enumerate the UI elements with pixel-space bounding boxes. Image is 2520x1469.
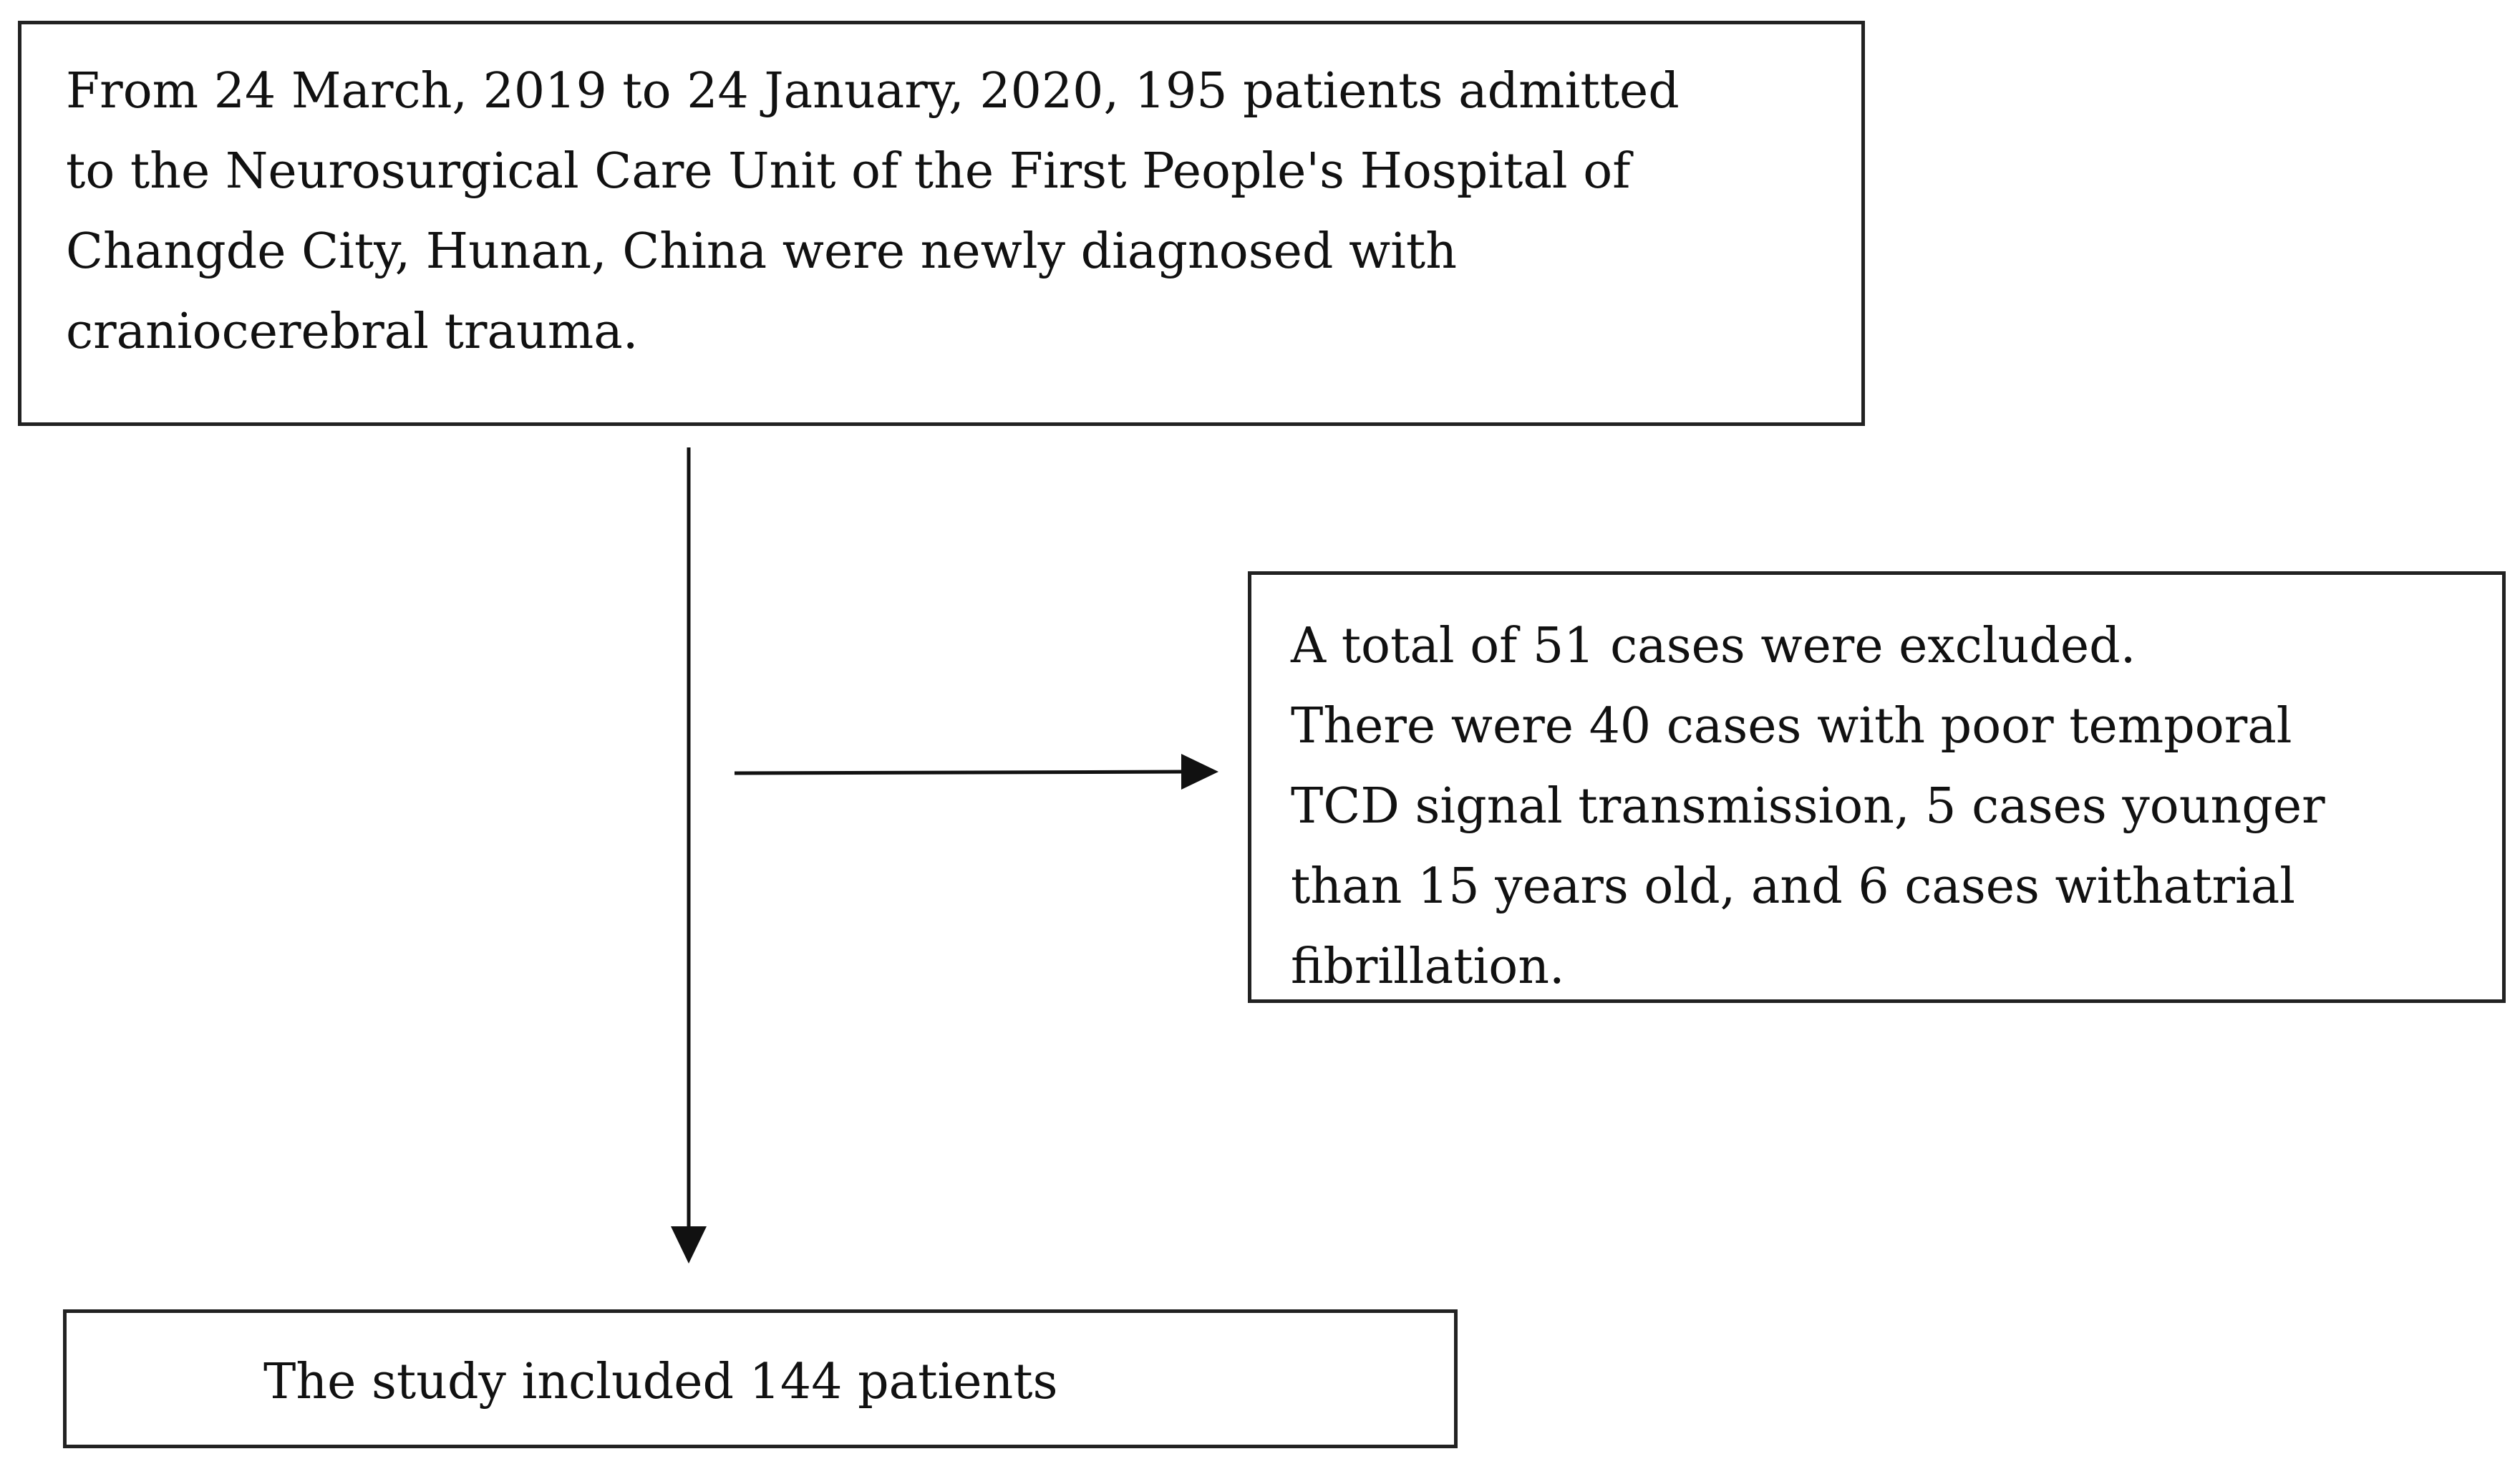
exclusion-line-5: fibrillation. <box>1291 939 1565 995</box>
enrollment-line-4: craniocerebral trauma. <box>66 304 639 360</box>
exclusion-line-3: TCD signal transmission, 5 cases younger <box>1291 778 2325 835</box>
exclusion-line-2: There were 40 cases with poor temporal <box>1291 698 2292 755</box>
enrollment-line-1: From 24 March, 2019 to 24 January, 2020, 195 patients admitted <box>66 63 1680 120</box>
enrollment-line-3: Changde City, Hunan, China were newly diagnosed with <box>66 223 1458 280</box>
enrollment-line-2: to the Neurosurgical Care Unit of the First People's Hospital of <box>66 143 1631 200</box>
exclusion-arrow <box>735 772 1192 773</box>
exclusion-arrowhead <box>1181 754 1218 790</box>
main-flow-arrowhead <box>671 1226 707 1264</box>
included-text: The study included 144 patients <box>263 1354 1058 1410</box>
exclusion-line-1: A total of 51 cases were excluded. <box>1291 618 2136 674</box>
exclusion-line-4: than 15 years old, and 6 cases withatrial <box>1291 858 2295 915</box>
